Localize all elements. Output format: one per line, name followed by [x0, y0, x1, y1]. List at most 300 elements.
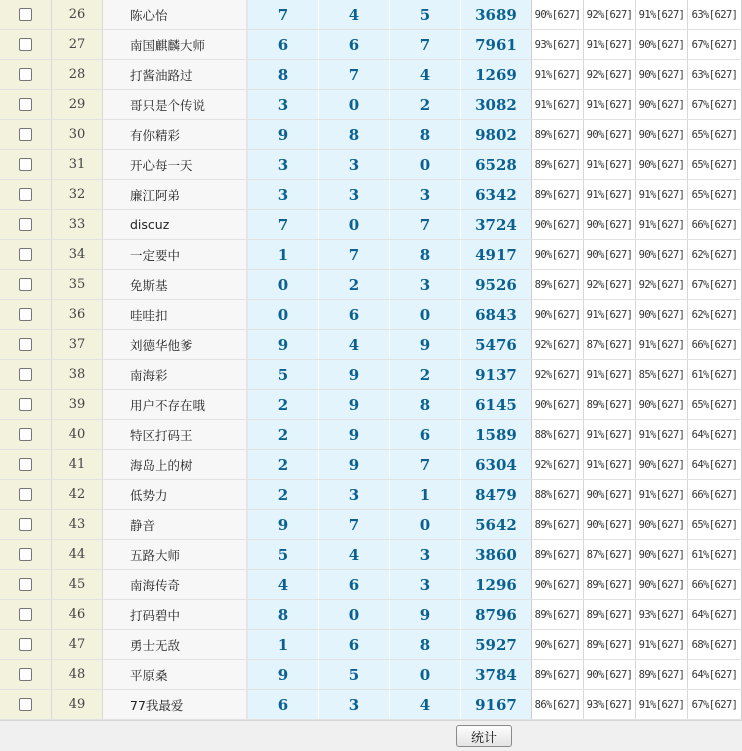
digit-2: 7: [319, 510, 390, 539]
digit-1: 2: [248, 450, 319, 479]
checkbox-cell: [0, 570, 52, 599]
row-checkbox[interactable]: [19, 428, 32, 441]
row-checkbox[interactable]: [19, 98, 32, 111]
rate-4: 64%[627]: [688, 600, 742, 629]
rate-1: 88%[627]: [532, 420, 584, 449]
rate-2: 92%[627]: [584, 0, 636, 29]
digit-3: 6: [390, 420, 461, 449]
row-number: 48: [52, 660, 103, 689]
rate-1: 89%[627]: [532, 180, 584, 209]
user-name: 开心每一天: [103, 150, 248, 179]
rate-3: 93%[627]: [636, 600, 688, 629]
number-value: 9167: [461, 690, 532, 719]
rate-2: 91%[627]: [584, 300, 636, 329]
digit-2: 0: [319, 600, 390, 629]
user-name: 打码碧中: [103, 600, 248, 629]
rate-4: 67%[627]: [688, 690, 742, 719]
rate-1: 90%[627]: [532, 240, 584, 269]
digit-3: 9: [390, 600, 461, 629]
digit-3: 5: [390, 0, 461, 29]
table-row: [0, 60, 742, 90]
statistics-button[interactable]: 统计: [456, 725, 512, 747]
row-number: 31: [52, 150, 103, 179]
rate-1: 88%[627]: [532, 480, 584, 509]
digit-3: 3: [390, 180, 461, 209]
checkbox-cell: [0, 510, 52, 539]
digit-1: 7: [248, 210, 319, 239]
rate-2: 89%[627]: [584, 630, 636, 659]
rate-2: 90%[627]: [584, 210, 636, 239]
rate-1: 90%[627]: [532, 0, 584, 29]
row-checkbox[interactable]: [19, 368, 32, 381]
rate-3: 90%[627]: [636, 540, 688, 569]
row-number: 40: [52, 420, 103, 449]
rate-1: 89%[627]: [532, 540, 584, 569]
table-row: [0, 270, 742, 300]
row-number: 30: [52, 120, 103, 149]
digit-1: 8: [248, 60, 319, 89]
number-value: 8479: [461, 480, 532, 509]
rate-2: 92%[627]: [584, 270, 636, 299]
digit-3: 9: [390, 330, 461, 359]
table-row: [0, 690, 742, 720]
rate-4: 66%[627]: [688, 210, 742, 239]
digit-3: 3: [390, 570, 461, 599]
row-checkbox[interactable]: [19, 518, 32, 531]
checkbox-cell: [0, 540, 52, 569]
rate-4: 64%[627]: [688, 660, 742, 689]
user-name: 哥只是个传说: [103, 90, 248, 119]
digit-1: 8: [248, 600, 319, 629]
user-name: 廉江阿弟: [103, 180, 248, 209]
user-name: 哇哇扣: [103, 300, 248, 329]
digit-3: 3: [390, 270, 461, 299]
digit-3: 0: [390, 300, 461, 329]
user-name: 海岛上的树: [103, 450, 248, 479]
row-checkbox[interactable]: [19, 578, 32, 591]
rate-4: 66%[627]: [688, 330, 742, 359]
row-checkbox[interactable]: [19, 38, 32, 51]
checkbox-cell: [0, 480, 52, 509]
user-name: 77我最爱: [103, 690, 248, 719]
digit-3: 3: [390, 540, 461, 569]
digit-2: 3: [319, 480, 390, 509]
rate-2: 90%[627]: [584, 660, 636, 689]
number-value: 7961: [461, 30, 532, 59]
row-checkbox[interactable]: [19, 278, 32, 291]
rate-1: 92%[627]: [532, 360, 584, 389]
user-name: 刘德华他爹: [103, 330, 248, 359]
number-value: 8796: [461, 600, 532, 629]
checkbox-cell: [0, 300, 52, 329]
rate-2: 91%[627]: [584, 150, 636, 179]
row-checkbox[interactable]: [19, 698, 32, 711]
rate-4: 64%[627]: [688, 420, 742, 449]
digit-1: 1: [248, 240, 319, 269]
table-row: [0, 360, 742, 390]
rate-1: 86%[627]: [532, 690, 584, 719]
rate-1: 90%[627]: [532, 300, 584, 329]
digit-3: 0: [390, 150, 461, 179]
row-number: 42: [52, 480, 103, 509]
checkbox-cell: [0, 690, 52, 719]
rate-2: 91%[627]: [584, 180, 636, 209]
digit-3: 7: [390, 450, 461, 479]
row-checkbox[interactable]: [19, 308, 32, 321]
row-number: 27: [52, 30, 103, 59]
row-number: 46: [52, 600, 103, 629]
number-value: 5476: [461, 330, 532, 359]
row-number: 39: [52, 390, 103, 419]
rate-1: 90%[627]: [532, 210, 584, 239]
digit-3: 7: [390, 210, 461, 239]
checkbox-cell: [0, 120, 52, 149]
user-name: 五路大师: [103, 540, 248, 569]
rate-1: 89%[627]: [532, 150, 584, 179]
rate-2: 92%[627]: [584, 60, 636, 89]
digit-1: 9: [248, 120, 319, 149]
rate-4: 62%[627]: [688, 300, 742, 329]
number-value: 6304: [461, 450, 532, 479]
checkbox-cell: [0, 270, 52, 299]
rate-4: 61%[627]: [688, 360, 742, 389]
checkbox-cell: [0, 210, 52, 239]
checkbox-cell: [0, 450, 52, 479]
table-row: [0, 600, 742, 630]
digit-2: 6: [319, 30, 390, 59]
rate-2: 89%[627]: [584, 570, 636, 599]
rate-1: 93%[627]: [532, 30, 584, 59]
rate-3: 90%[627]: [636, 510, 688, 539]
checkbox-cell: [0, 420, 52, 449]
number-value: 6342: [461, 180, 532, 209]
row-checkbox[interactable]: [19, 458, 32, 471]
rate-1: 91%[627]: [532, 90, 584, 119]
rate-3: 91%[627]: [636, 0, 688, 29]
user-name: 南海传奇: [103, 570, 248, 599]
rate-2: 87%[627]: [584, 330, 636, 359]
table-row: [0, 660, 742, 690]
row-checkbox[interactable]: [19, 398, 32, 411]
rate-4: 63%[627]: [688, 0, 742, 29]
footer-bar: [0, 720, 742, 751]
checkbox-cell: [0, 390, 52, 419]
row-number: 28: [52, 60, 103, 89]
digit-3: 8: [390, 630, 461, 659]
digit-1: 2: [248, 390, 319, 419]
number-value: 3689: [461, 0, 532, 29]
rate-1: 89%[627]: [532, 510, 584, 539]
number-value: 3784: [461, 660, 532, 689]
table-row: [0, 330, 742, 360]
digit-1: 5: [248, 540, 319, 569]
rate-2: 90%[627]: [584, 510, 636, 539]
rate-4: 68%[627]: [688, 630, 742, 659]
digit-2: 4: [319, 330, 390, 359]
row-checkbox[interactable]: [19, 218, 32, 231]
rate-3: 91%[627]: [636, 690, 688, 719]
rate-1: 89%[627]: [532, 270, 584, 299]
digit-1: 2: [248, 480, 319, 509]
rate-3: 90%[627]: [636, 300, 688, 329]
rate-1: 90%[627]: [532, 570, 584, 599]
digit-1: 5: [248, 360, 319, 389]
user-name: 有你精彩: [103, 120, 248, 149]
rate-1: 89%[627]: [532, 120, 584, 149]
digit-1: 7: [248, 0, 319, 29]
number-value: 5927: [461, 630, 532, 659]
rate-3: 91%[627]: [636, 180, 688, 209]
rate-3: 90%[627]: [636, 450, 688, 479]
digit-1: 3: [248, 90, 319, 119]
digit-1: 2: [248, 420, 319, 449]
digit-1: 6: [248, 690, 319, 719]
rate-4: 66%[627]: [688, 480, 742, 509]
rate-4: 67%[627]: [688, 30, 742, 59]
rate-3: 89%[627]: [636, 660, 688, 689]
row-number: 35: [52, 270, 103, 299]
row-checkbox[interactable]: [19, 548, 32, 561]
row-number: 44: [52, 540, 103, 569]
digit-1: 4: [248, 570, 319, 599]
digit-1: 6: [248, 30, 319, 59]
row-checkbox[interactable]: [19, 488, 32, 501]
digit-2: 9: [319, 390, 390, 419]
digit-2: 9: [319, 450, 390, 479]
user-name: 特区打码王: [103, 420, 248, 449]
row-number: 49: [52, 690, 103, 719]
rate-1: 90%[627]: [532, 390, 584, 419]
user-name: 低势力: [103, 480, 248, 509]
digit-2: 3: [319, 690, 390, 719]
digit-2: 9: [319, 360, 390, 389]
digit-2: 9: [319, 420, 390, 449]
row-number: 34: [52, 240, 103, 269]
rate-3: 90%[627]: [636, 30, 688, 59]
row-checkbox[interactable]: [19, 338, 32, 351]
number-value: 3860: [461, 540, 532, 569]
number-value: 9526: [461, 270, 532, 299]
rate-4: 61%[627]: [688, 540, 742, 569]
number-value: 1589: [461, 420, 532, 449]
digit-1: 9: [248, 510, 319, 539]
digit-3: 8: [390, 390, 461, 419]
rate-2: 90%[627]: [584, 480, 636, 509]
digit-2: 3: [319, 180, 390, 209]
rate-2: 89%[627]: [584, 390, 636, 419]
digit-1: 9: [248, 660, 319, 689]
table-row: [0, 420, 742, 450]
row-checkbox[interactable]: [19, 68, 32, 81]
rate-2: 90%[627]: [584, 120, 636, 149]
checkbox-cell: [0, 90, 52, 119]
rate-3: 91%[627]: [636, 480, 688, 509]
rate-3: 90%[627]: [636, 390, 688, 419]
table-row: [0, 450, 742, 480]
row-checkbox[interactable]: [19, 608, 32, 621]
checkbox-cell: [0, 0, 52, 29]
digit-2: 2: [319, 270, 390, 299]
number-value: 5642: [461, 510, 532, 539]
number-value: 3082: [461, 90, 532, 119]
rate-1: 90%[627]: [532, 630, 584, 659]
rate-4: 65%[627]: [688, 120, 742, 149]
checkbox-cell: [0, 30, 52, 59]
user-name: 用户不存在哦: [103, 390, 248, 419]
number-value: 6145: [461, 390, 532, 419]
user-name: discuz: [103, 210, 248, 239]
digit-3: 7: [390, 30, 461, 59]
row-checkbox[interactable]: [19, 248, 32, 261]
digit-2: 4: [319, 0, 390, 29]
checkbox-cell: [0, 600, 52, 629]
number-value: 6843: [461, 300, 532, 329]
checkbox-cell: [0, 180, 52, 209]
checkbox-cell: [0, 330, 52, 359]
digit-2: 5: [319, 660, 390, 689]
digit-1: 1: [248, 630, 319, 659]
table-row: [0, 0, 742, 30]
checkbox-cell: [0, 660, 52, 689]
row-checkbox[interactable]: [19, 188, 32, 201]
number-value: 1269: [461, 60, 532, 89]
row-number: 45: [52, 570, 103, 599]
row-number: 36: [52, 300, 103, 329]
checkbox-cell: [0, 630, 52, 659]
number-value: 9137: [461, 360, 532, 389]
digit-3: 0: [390, 510, 461, 539]
row-number: 38: [52, 360, 103, 389]
rate-4: 65%[627]: [688, 180, 742, 209]
rate-2: 91%[627]: [584, 90, 636, 119]
digit-3: 4: [390, 60, 461, 89]
digit-2: 3: [319, 150, 390, 179]
table-row: [0, 480, 742, 510]
digit-3: 1: [390, 480, 461, 509]
number-value: 3724: [461, 210, 532, 239]
row-checkbox[interactable]: [19, 128, 32, 141]
rate-4: 65%[627]: [688, 150, 742, 179]
user-name: 南海彩: [103, 360, 248, 389]
row-number: 41: [52, 450, 103, 479]
table-row: [0, 510, 742, 540]
digit-3: 8: [390, 120, 461, 149]
rate-2: 93%[627]: [584, 690, 636, 719]
row-checkbox[interactable]: [19, 8, 32, 21]
rate-3: 90%[627]: [636, 90, 688, 119]
rate-1: 89%[627]: [532, 600, 584, 629]
rate-3: 85%[627]: [636, 360, 688, 389]
row-number: 47: [52, 630, 103, 659]
user-name: 打酱油路过: [103, 60, 248, 89]
rate-3: 91%[627]: [636, 630, 688, 659]
user-name: 平原桑: [103, 660, 248, 689]
table-row: [0, 180, 742, 210]
number-value: 1296: [461, 570, 532, 599]
table-row: [0, 300, 742, 330]
row-checkbox[interactable]: [19, 638, 32, 651]
rate-4: 67%[627]: [688, 90, 742, 119]
rate-3: 91%[627]: [636, 210, 688, 239]
table-row: [0, 630, 742, 660]
rate-4: 67%[627]: [688, 270, 742, 299]
digit-2: 8: [319, 120, 390, 149]
user-name: 南国麒麟大师: [103, 30, 248, 59]
rate-2: 91%[627]: [584, 420, 636, 449]
table-row: [0, 90, 742, 120]
digit-2: 6: [319, 630, 390, 659]
row-checkbox[interactable]: [19, 668, 32, 681]
checkbox-cell: [0, 360, 52, 389]
digit-3: 2: [390, 90, 461, 119]
rate-4: 62%[627]: [688, 240, 742, 269]
user-name: 勇士无敌: [103, 630, 248, 659]
table-row: [0, 30, 742, 60]
digit-3: 0: [390, 660, 461, 689]
rate-2: 89%[627]: [584, 600, 636, 629]
row-number: 33: [52, 210, 103, 239]
rate-2: 91%[627]: [584, 30, 636, 59]
checkbox-cell: [0, 60, 52, 89]
user-name: 免斯基: [103, 270, 248, 299]
checkbox-cell: [0, 150, 52, 179]
number-value: 9802: [461, 120, 532, 149]
rate-3: 90%[627]: [636, 60, 688, 89]
rate-1: 89%[627]: [532, 660, 584, 689]
table-row: [0, 540, 742, 570]
rate-3: 91%[627]: [636, 420, 688, 449]
digit-2: 6: [319, 570, 390, 599]
rate-4: 64%[627]: [688, 450, 742, 479]
digit-2: 0: [319, 90, 390, 119]
row-number: 26: [52, 0, 103, 29]
row-checkbox[interactable]: [19, 158, 32, 171]
user-name: 陈心怡: [103, 0, 248, 29]
rate-2: 87%[627]: [584, 540, 636, 569]
rate-2: 90%[627]: [584, 240, 636, 269]
number-value: 6528: [461, 150, 532, 179]
rate-4: 65%[627]: [688, 510, 742, 539]
rate-3: 90%[627]: [636, 240, 688, 269]
digit-2: 6: [319, 300, 390, 329]
rate-4: 66%[627]: [688, 570, 742, 599]
row-number: 43: [52, 510, 103, 539]
row-number: 37: [52, 330, 103, 359]
rate-1: 92%[627]: [532, 450, 584, 479]
digit-2: 4: [319, 540, 390, 569]
digit-2: 7: [319, 240, 390, 269]
user-name: 一定要中: [103, 240, 248, 269]
rate-3: 92%[627]: [636, 270, 688, 299]
table-row: [0, 150, 742, 180]
row-number: 29: [52, 90, 103, 119]
rate-4: 65%[627]: [688, 390, 742, 419]
rate-3: 91%[627]: [636, 330, 688, 359]
rate-4: 63%[627]: [688, 60, 742, 89]
rate-1: 91%[627]: [532, 60, 584, 89]
digit-3: 4: [390, 690, 461, 719]
digit-1: 3: [248, 150, 319, 179]
rate-3: 90%[627]: [636, 150, 688, 179]
rate-3: 90%[627]: [636, 120, 688, 149]
checkbox-cell: [0, 240, 52, 269]
rate-2: 91%[627]: [584, 450, 636, 479]
rate-1: 92%[627]: [532, 330, 584, 359]
row-number: 32: [52, 180, 103, 209]
digit-3: 2: [390, 360, 461, 389]
rate-2: 91%[627]: [584, 360, 636, 389]
digit-2: 7: [319, 60, 390, 89]
